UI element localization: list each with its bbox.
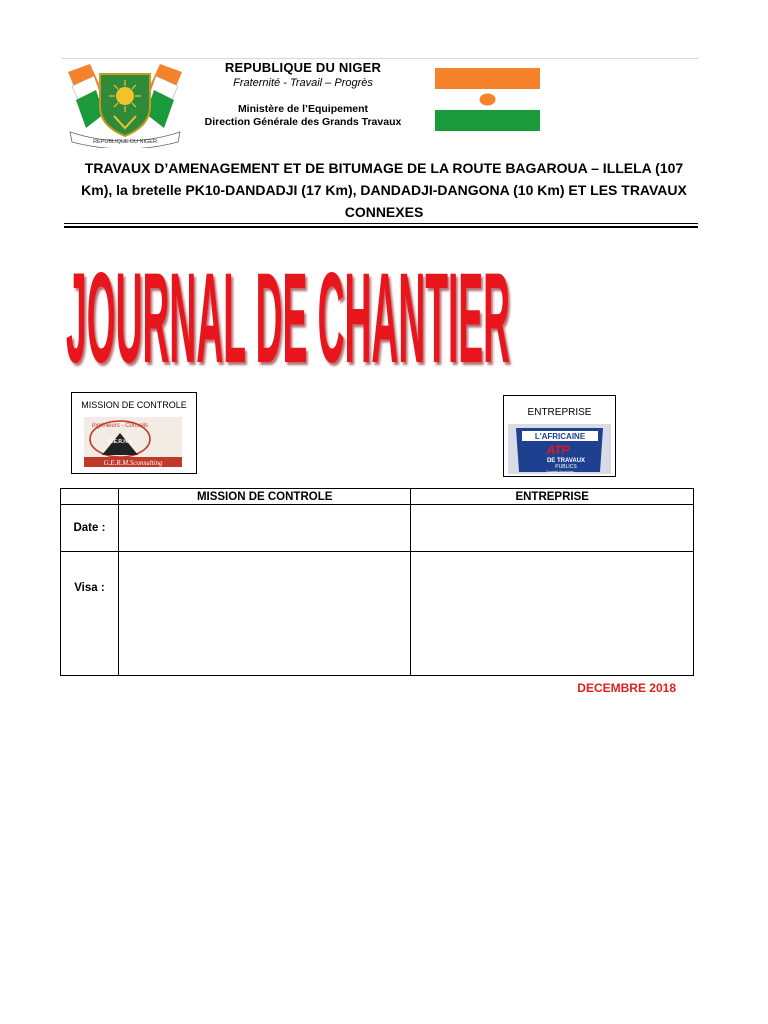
title-rule-thin bbox=[64, 223, 698, 224]
germs-center-text: G.E.R.H.S bbox=[108, 439, 132, 445]
date-row-label: Date : bbox=[61, 505, 119, 552]
niger-flag bbox=[435, 68, 540, 131]
visa-table-row-date bbox=[61, 505, 694, 552]
visa-table-header-row bbox=[61, 489, 694, 505]
africaine-mark: ATP bbox=[546, 443, 570, 457]
journal-title-text: JOURNAL DE CHANTIER bbox=[66, 254, 511, 384]
page-top-rule bbox=[62, 58, 698, 59]
mission-logo-label: MISSION DE CONTROLE bbox=[81, 400, 187, 410]
africaine-sub2: PUBLICS bbox=[555, 464, 577, 470]
africaine-name: L'AFRICAINE bbox=[534, 432, 586, 441]
project-title-line1: TRAVAUX D’AMENAGEMENT ET DE BITUMAGE DE LA ROUTE BAGAROUA – ILLELA (107 bbox=[84, 160, 684, 176]
germs-band-text: G.E.R.M.Sconsulting bbox=[103, 459, 163, 467]
title-rule-thick bbox=[64, 226, 698, 228]
republic-header bbox=[196, 60, 410, 129]
document-date: DECEMBRE 2018 bbox=[577, 681, 676, 695]
republic-motto: Fraternité - Travail – Progrès bbox=[233, 77, 373, 89]
visa-table-header-empty bbox=[61, 489, 119, 505]
africaine-tagline: Société Anonyme bbox=[546, 470, 574, 474]
date-entreprise-cell[interactable] bbox=[411, 505, 694, 552]
republic-name: REPUBLIQUE DU NIGER bbox=[224, 60, 382, 75]
arms-flags-left bbox=[68, 64, 104, 128]
entreprise-logo-box bbox=[503, 395, 616, 477]
visa-table-header-entreprise: ENTREPRISE bbox=[411, 489, 694, 505]
ministry-name: Ministère de l’Equipement bbox=[237, 103, 369, 115]
germs-consulting-logo bbox=[84, 417, 182, 467]
niger-coat-of-arms-emblem bbox=[62, 60, 188, 148]
mission-logo-box bbox=[71, 392, 197, 474]
germs-arc-text: Ingénieurs - Conseils bbox=[91, 423, 149, 429]
visa-table-row-visa bbox=[61, 552, 694, 676]
arms-sun bbox=[116, 87, 134, 105]
project-title-line3: CONNEXES bbox=[344, 204, 424, 220]
arms-ribbon-text: REPUBLIQUE DU NIGER bbox=[93, 139, 157, 145]
date-mission-cell[interactable] bbox=[118, 505, 411, 552]
visa-table bbox=[60, 488, 694, 676]
project-title-line2: Km), la bretelle PK10-DANDADJI (17 Km), DANDADJI-DANGONA (10 Km) ET LES TRAVAUX bbox=[81, 182, 687, 198]
visa-entreprise-cell[interactable] bbox=[411, 552, 694, 676]
journal-title-wordart bbox=[66, 254, 522, 384]
visa-row-label: Visa : bbox=[61, 552, 119, 676]
project-title bbox=[72, 157, 696, 223]
visa-table-header-mission: MISSION DE CONTROLE bbox=[118, 489, 411, 505]
visa-mission-cell[interactable] bbox=[118, 552, 411, 676]
ministry-block bbox=[196, 103, 410, 129]
africaine-sub: DE TRAVAUX bbox=[546, 458, 586, 464]
africaine-travaux-publics-logo bbox=[508, 424, 611, 474]
arms-flags-right bbox=[146, 64, 182, 128]
entreprise-logo-label: ENTREPRISE bbox=[527, 407, 592, 418]
direction-name: Direction Générale des Grands Travaux bbox=[204, 116, 402, 128]
